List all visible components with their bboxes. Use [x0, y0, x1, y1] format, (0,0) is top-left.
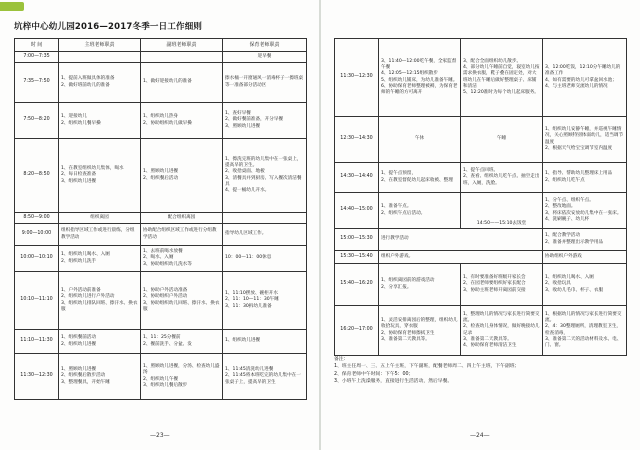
row-main: 午休	[379, 117, 461, 163]
row-care: 1、11:45清洗幼儿进餐 2、11:45将本班吃完的幼儿集中在一张桌子上，提高早的卫生	[223, 354, 307, 400]
page-spine	[319, 0, 321, 450]
row-care: 指导幼儿区域工作。	[223, 224, 307, 246]
row-assist: 协助配合组织区域工作或进行分组教学活动	[141, 224, 223, 246]
row-time: 14:30—14:40	[335, 163, 379, 193]
row-assist: 1、去班前喝水放餐 2、喝水、入厕 3、协助组织幼儿洗水等	[141, 246, 223, 272]
row-assist: 1、组织幼儿热身 2、协助组织幼儿做早操	[141, 103, 223, 139]
row-assist: 1、协助户外活动准备 2、协助组织户外活动 3、协助组织幼儿回班、擦汗水、换衣服	[141, 272, 223, 330]
row-care: 擦水桶一开窗通风一消毒杯子一擦班桌等一准备部分活动区	[223, 63, 307, 103]
row-care: 1、组织幼儿喝水、入厕 2、收拾玩具 3、收幼儿毛巾、杯子、衣服	[543, 264, 627, 306]
row-care: 10：00—11：00休息	[223, 246, 307, 272]
row-main: 1、照顾幼儿进餐 2、组织餐后散步活动 3、整理餐具，开始午睡	[59, 354, 141, 400]
row-main: 1、户外活动前准备 2、组织幼儿进行户外活动 3、组织幼儿排队回班、擦汗水、换衣服	[59, 272, 141, 330]
row-time: 8:50—9:00	[15, 213, 59, 224]
row-time: 15:40—16:20	[335, 264, 379, 306]
section-tag	[0, 2, 24, 11]
table-row	[335, 229, 627, 251]
row-main: 进行教学活动	[379, 229, 543, 251]
row-care: 1、擦洗完班的幼儿集中在一张桌上，提高早的卫生。 2、收拾桌面、地板 3、清餐具并到厨房、写入餐次清洁餐具 4、提一桶幼儿开水。	[223, 139, 307, 213]
row-main: 1、迎接幼儿 2、组织幼儿餐早操	[59, 103, 141, 139]
row-time: 9:00—10:00	[15, 224, 59, 246]
row-care: 1、指导、帮助幼儿整理床上用品 2、组织幼儿吃午点	[543, 163, 627, 193]
table-row	[15, 139, 307, 213]
row-time: 11:30—12:30	[335, 39, 379, 117]
row-time: 11:10—11:30	[15, 330, 59, 354]
row-time: 11:30—12:30	[15, 354, 59, 400]
row-main: 3、11:40—12:00吃午餐，全家监督午餐 4、12:05—12:15组织散步 5、组织幼儿铺床，为幼儿准备午睡。 6、协助保育老师整理被褥，为保育老师的午睡的方可离开	[379, 39, 461, 117]
table-row	[335, 264, 627, 306]
row-time: 14:40—15:00	[335, 193, 379, 229]
row-time: 15:30—15:40	[335, 251, 379, 264]
notes-line: 2、保育老师中午时间：下午5：00；	[334, 371, 414, 377]
row-care: 1、组织幼儿进餐	[223, 330, 307, 354]
table-row	[15, 52, 307, 63]
row-care: 迎早餐	[223, 52, 307, 63]
row-assist: 1、做好迎接幼儿的准备	[141, 63, 223, 103]
right-page-number: —24—	[470, 432, 490, 439]
row-care: 1、分午点、组织午点。 2、整改地面。 3、将床依次安放幼儿集中在一张床。 4、洗刷碗子、幼儿杯	[543, 193, 627, 229]
row-main: 1、组织幼儿喝水、入厕 2、组织幼儿洗手	[59, 246, 141, 272]
row-assist: 3、配合全面组织幼儿散步。 4、部分幼儿午睡前自觉，寝室幼儿按需求换衣服，鞋子叠在固定处，对大班幼儿在午睡后做好整理桌子、床铺和清洁 5、12:20准时为每个幼儿起床服务。	[461, 39, 543, 117]
table-row	[15, 224, 307, 246]
row-assist: 1、11：25分餐前 2、餐前洗手、分盆、发	[141, 330, 223, 354]
row-care: 1、根据幼儿的情况与家长进行简要交流。 2、4：30整理厕所，清理教室卫生，检查消毒， 3、准备第二天的活动材料及水、电、门、窗。	[543, 306, 627, 356]
table-row	[15, 246, 307, 272]
table-row	[15, 354, 307, 400]
row-time: 16:20—17:00	[335, 306, 379, 356]
row-care: 1、查好早餐 2、做好餐前准备，开分早餐 3、照顾幼儿进餐	[223, 103, 307, 139]
notes-heading: 备注：	[334, 357, 349, 362]
left-page-number: —23—	[150, 432, 170, 439]
row-assist: 1、整理幼儿的情况与家长进行简要交流。 2、检查幼儿身体情况，做好晚接幼儿记录 3、准备第二天教具等。 4、协助保育老师清洁卫生	[461, 306, 543, 356]
row-main	[59, 52, 141, 63]
row-main: 组织离园	[59, 213, 141, 224]
notes-line: 3、小班午上洗澡服务，直接进行生活活动，然后早餐。	[334, 379, 453, 385]
row-care	[223, 213, 307, 224]
row-time: 15:00—15:30	[335, 229, 379, 251]
table-header-row	[15, 39, 307, 52]
row-time: 7:00—7:35	[15, 52, 59, 63]
row-main: 1、提午点预留， 2、在教室督促幼儿起床收被、整理	[379, 163, 461, 193]
row-assist: 1、有时要准备好班级开家长会 2、在园老师要组织好家长配合 3、协助主班老师开离园前交接	[461, 264, 543, 306]
row-time: 10:10—11:10	[15, 272, 59, 330]
left-schedule-table	[14, 38, 307, 400]
right-schedule-table	[334, 38, 627, 356]
header-time: 时 间	[15, 39, 59, 52]
page-title: 坑梓中心幼儿园2016—2017冬季一日工作细则	[14, 22, 203, 32]
header-main: 主班老师职责	[59, 39, 141, 52]
table-row	[335, 39, 627, 117]
row-care: 1、组织幼儿安静午睡，并巡视午睡情况，关心照顾特别体弱幼儿，适当调节温度 2、根据天气给宝宝调节室内温度	[543, 117, 627, 163]
row-care: 1、11:10摆放、碗柜开水 2、11：10—11：30午睡 3、11：30拆幼儿准备	[223, 272, 307, 330]
row-main: 1、在教室组织幼儿集体，喝水 2、每日检查准备 3、组织幼儿进餐	[59, 139, 141, 213]
row-time: 10:00—10:10	[15, 246, 59, 272]
notes-block	[334, 356, 624, 386]
table-row	[335, 117, 627, 163]
row-main: 1、提前入班做具体的准备 2、做好班前幼儿的准备	[59, 63, 141, 103]
table-row	[15, 330, 307, 354]
row-assist: 1、提午点回班。 2、查看、组织幼儿吃午点、抽空走出班，入厕，洗脸。	[461, 163, 543, 193]
row-main: 1、组织离园前的游戏活动 2、分享汇报。	[379, 264, 461, 306]
table-row	[15, 272, 307, 330]
row-assist: 1、照顾幼儿进餐 2、组织餐后活动	[141, 139, 223, 213]
notes-line: 1、班主任周一、三、五上午主班，下午副班，配餐老师周二、四上午主班，下午副班；	[334, 364, 520, 370]
table-row	[15, 103, 307, 139]
row-care: 协助组织户外游戏	[543, 251, 627, 264]
row-time: 8:20—8:50	[15, 139, 59, 213]
row-main: 组织户外游戏。	[379, 251, 543, 264]
row-assist	[141, 52, 223, 63]
row-time: 12:30—14:30	[335, 117, 379, 163]
row-assist: 14:50——15:10去饭堂	[461, 193, 543, 229]
row-main: 1、灵活安排离园后的整理，组织幼儿收拾玩具，穿衣服 2、协助保育老师擦拭卫生 3、准备第二天教具等。	[379, 306, 461, 356]
row-main: 1、组织餐前活动 2、组织幼儿进餐	[59, 330, 141, 354]
row-assist: 配合组织离园	[141, 213, 223, 224]
row-assist: 午睡	[461, 117, 543, 163]
table-row	[335, 193, 627, 229]
table-row	[15, 213, 307, 224]
table-row	[15, 63, 307, 103]
table-row	[335, 163, 627, 193]
row-main: 组织指导区域工作或进行晨练，分组教学活动	[59, 224, 141, 246]
table-row	[335, 306, 627, 356]
header-care: 保育老师职责	[223, 39, 307, 52]
row-assist: 1、照顾幼儿进餐，分汤、检查幼儿盛汤 2、组织幼儿午餐 3、组织幼儿餐后散步	[141, 354, 223, 400]
row-time: 7:50—8:20	[15, 103, 59, 139]
row-time: 7:35—7:50	[15, 63, 59, 103]
row-main: 1、准备午点。 2、组织午点后活动。	[379, 193, 461, 229]
row-care: 3、12:00吃饭，12:10分午睡幼儿的准备工作 4、如有需要的幼儿可拿盆回水池；4、与主班老师交流幼儿的情况	[543, 39, 627, 117]
row-care: 1、配合教学活动 2、准备并整理出示教学用品	[543, 229, 627, 251]
header-assist: 副班老师职责	[141, 39, 223, 52]
table-row	[335, 251, 627, 264]
